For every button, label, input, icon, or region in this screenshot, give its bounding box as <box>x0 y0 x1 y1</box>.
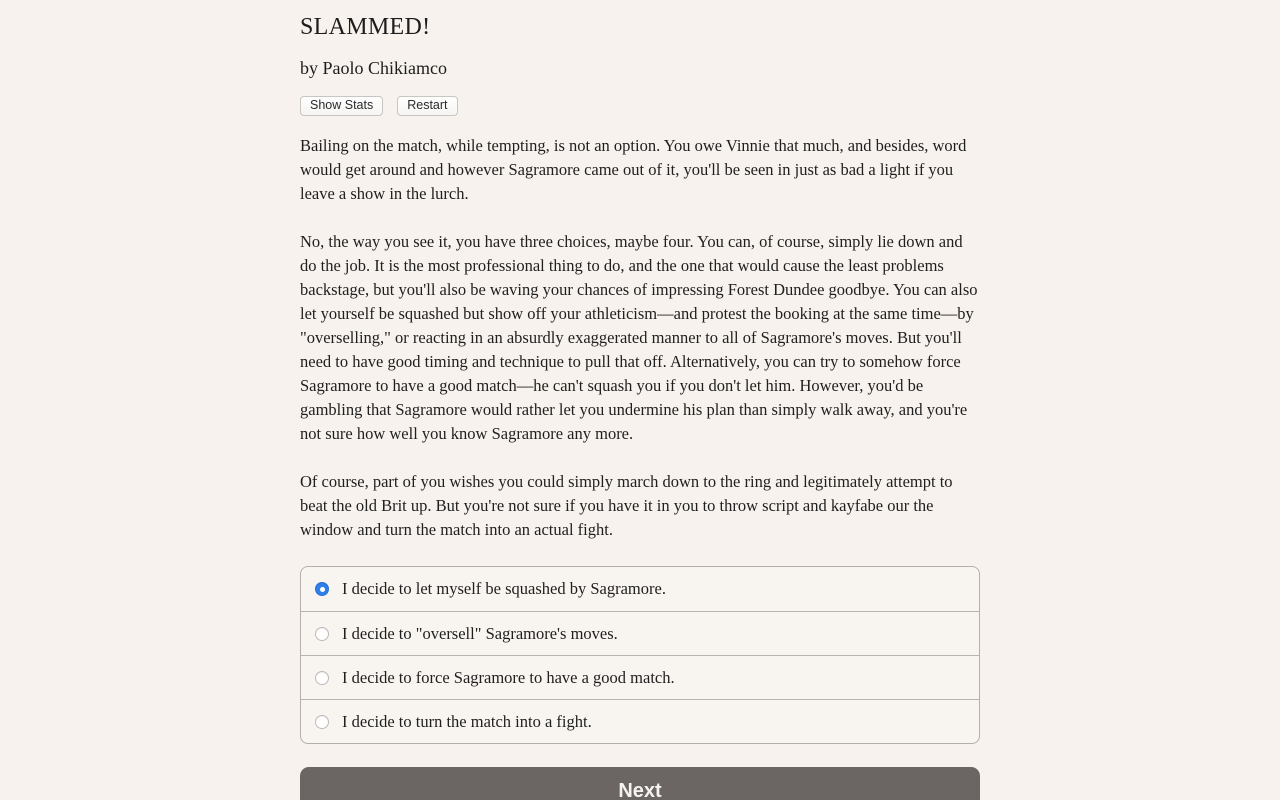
choice-option[interactable] <box>301 611 979 655</box>
next-button[interactable]: Next <box>300 767 980 800</box>
choice-label: I decide to force Sagramore to have a good match. <box>342 667 675 687</box>
choice-label: I decide to let myself be squashed by Sagramore. <box>342 579 666 598</box>
toolbar <box>300 96 980 116</box>
choice-label: I decide to turn the match into a fight. <box>342 711 592 731</box>
story-paragraph: Of course, part of you wishes you could simply march down to the ring and legitimately attempt to beat the old Brit up. But you're not sure if you have it in you to throw script and kayfabe our the window and turn the match into an actual fight. <box>300 472 953 539</box>
radio-button[interactable] <box>315 715 329 729</box>
game-title: SLAMMED! <box>300 14 431 40</box>
radio-button[interactable] <box>315 671 329 685</box>
story-page <box>300 0 980 800</box>
author-byline: by Paolo Chikiamco <box>300 58 447 78</box>
choice-label: I decide to "oversell" Sagramore's moves. <box>342 623 618 643</box>
radio-button[interactable] <box>315 627 329 641</box>
choice-option[interactable] <box>301 567 979 611</box>
choice-list <box>300 566 980 744</box>
story-paragraph: No, the way you see it, you have three choices, maybe four. You can, of course, simply lie down and do the job. It is the most professional thing to do, and the one that would cause the least problems backstage, but you'll also be waving your chances of impressing Forest Dundee goodbye. You can also let yourself be squashed but show off your athleticism—and protest the booking at the same time—by "overselling," or reacting in an absurdly exaggerated manner to all of Sagramore's moves. But you'll need to have good timing and technique to pull that off. Alternatively, you can try to somehow force Sagramore to have a good match—he can't squash you if you don't let him. However, you'd be gambling that Sagramore would rather let you undermine his plan than simply walk away, and you're not sure how well you know Sagramore any more. <box>300 232 978 443</box>
story-paragraph: Bailing on the match, while tempting, is not an option. You owe Vinnie that much, and besides, word would get around and however Sagramore came out of it, you'll be seen in just as bad a light if you leave a show in the lurch. <box>300 136 967 203</box>
restart-button[interactable]: Restart <box>397 96 457 116</box>
choice-option[interactable] <box>301 699 979 743</box>
show-stats-button[interactable]: Show Stats <box>300 96 383 116</box>
choice-option[interactable] <box>301 655 979 699</box>
radio-button[interactable] <box>315 582 329 596</box>
